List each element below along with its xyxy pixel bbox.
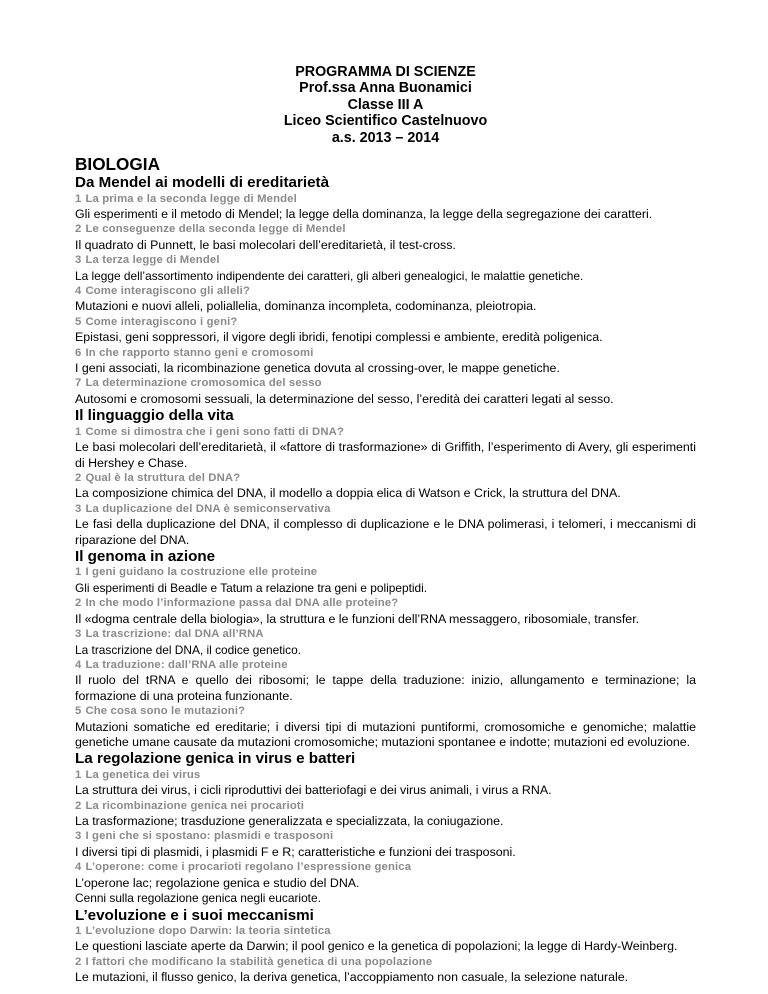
chapter-title: Il linguaggio della vita [75, 407, 234, 425]
topic-label: La prima e la seconda legge di Mendel [85, 192, 297, 205]
chapter-title: Da Mendel ai modelli di ereditarietà [75, 174, 330, 192]
topic-number: 4 [75, 284, 82, 297]
topic-label: Come si dimostra che i geni sono fatti di DNA? [85, 425, 345, 438]
topic-title [75, 860, 696, 875]
topic-description: I diversi tipi di plasmidi, i plasmidi F e R; caratteristiche e funzioni dei trasposoni. [75, 844, 516, 859]
topic-description: Il «dogma centrale della biologia», la struttura e le funzioni dell’RNA messaggero, ribosomiale, transfer. [75, 611, 640, 626]
topic-title [75, 425, 696, 440]
topic-description: Epistasi, geni soppressori, il vigore degli ibridi, fenotipi complessi e ambiente, eredità poligenica. [75, 330, 603, 345]
chapter-title: La regolazione genica in virus e batteri [75, 750, 356, 768]
topic-label: Le conseguenze della seconda legge di Mendel [85, 223, 346, 236]
topic-label: L’operone: come i procarioti regolano l’espressione genica [85, 861, 412, 874]
topic-description: Gli esperimenti di Beadle e Tatum a relazione tra geni e polipeptidi. [75, 580, 428, 595]
topic-title [75, 565, 696, 580]
chapter-title: L’evoluzione e i suoi meccanismi [75, 906, 314, 924]
topic-description: La trascrizione del DNA, il codice genetico. [75, 642, 302, 657]
topic-label: La determinazione cromosomica del sesso [85, 377, 322, 390]
document-header [75, 64, 696, 146]
topic-description: La composizione chimica del DNA, il modello a doppia elica di Watson e Crick, la struttura del DNA. [75, 486, 621, 501]
topic-label: La genetica dei virus [85, 768, 201, 781]
topic-number: 1 [75, 192, 82, 205]
topic-description: Le questioni lasciate aperte da Darwin; il pool genico e la genetica di popolazioni; la legge di Hardy-Weinberg. [75, 939, 678, 954]
topic-title [75, 502, 696, 517]
topic-title [75, 924, 696, 939]
topic-title [75, 955, 696, 970]
topic-number: 5 [75, 705, 82, 718]
topic-number: 2 [75, 597, 82, 610]
topic-title [75, 596, 696, 611]
topic-number: 5 [75, 315, 82, 328]
topic-number: 2 [75, 955, 82, 968]
topic-label: Come interagiscono i geni? [85, 315, 238, 328]
topic-title [75, 222, 696, 237]
topic-description: La trasformazione; trasduzione generalizzata e specializzata, la coniugazione. [75, 814, 504, 829]
topic-label: Come interagiscono gli alleli? [85, 284, 251, 297]
topic-title [75, 704, 696, 719]
topic-title [75, 192, 696, 207]
topic-label: Che cosa sono le mutazioni? [85, 705, 246, 718]
topic-description: Mutazioni somatiche ed ereditarie; i diversi tipi di mutazioni puntiformi, cromosomiche e genomiche; malattie genetiche umane causate da mutazioni cromosomiche; mutazioni spontanee e indotte; mutazioni ed evoluzione. [75, 719, 696, 749]
topic-description: Autosomi e cromosomi sessuali, la determinazione del sesso, l’eredità dei caratteri legati al sesso. [75, 391, 614, 406]
topic-label: La traduzione: dall’RNA alle proteine [85, 658, 288, 671]
topic-description: Le mutazioni, il flusso genico, la deriva genetica, l’accoppiamento non casuale, la selezione naturale. [75, 970, 629, 985]
topic-title [75, 376, 696, 391]
topic-title [75, 829, 696, 844]
topic-title [75, 799, 696, 814]
school-name: Liceo Scientifico Castelnuovo [283, 113, 488, 130]
topic-label: La terza legge di Mendel [85, 254, 220, 267]
topic-number: 2 [75, 223, 82, 236]
topic-number: 3 [75, 628, 82, 641]
topic-title [75, 627, 696, 642]
topic-title [75, 471, 696, 486]
class-name: Classe III A [347, 96, 424, 113]
topic-description: La legge dell’assortimento indipendente dei caratteri, gli alberi genealogici, le malattie genetiche. [75, 268, 584, 283]
topic-number: 1 [75, 925, 82, 937]
topic-description-extra: Cenni sulla regolazione genica negli eucariote. [75, 891, 321, 906]
topic-number: 1 [75, 566, 82, 579]
topic-label: I geni che si spostano: plasmidi e trasposoni [85, 830, 334, 843]
topic-label: La duplicazione del DNA è semiconservativa [85, 502, 331, 515]
topic-label: In che rapporto stanno geni e cromosomi [85, 346, 314, 359]
teacher-name: Prof.ssa Anna Buonamici [299, 80, 472, 97]
topic-number: 4 [75, 658, 82, 671]
program-title: PROGRAMMA DI SCIENZE [295, 64, 476, 80]
topic-number: 2 [75, 799, 82, 812]
topic-label: In che modo l’informazione passa dal DNA alle proteine? [85, 597, 399, 610]
topic-title [75, 284, 696, 299]
topic-number: 1 [75, 425, 82, 438]
topic-number: 3 [75, 502, 82, 515]
topic-label: I geni guidano la costruzione elle proteine [85, 566, 318, 579]
topic-label: La trascrizione: dal DNA all’RNA [85, 628, 264, 641]
topic-description: I geni associati, la ricombinazione genetica dovuta al crossing-over, le mappe genetiche. [75, 361, 560, 375]
topic-description: Il quadrato di Punnett, le basi molecolari dell’ereditarietà, il test-cross. [75, 237, 456, 252]
topic-label: I fattori che modificano la stabilità genetica di una popolazione [85, 955, 433, 968]
topic-number: 3 [75, 830, 82, 843]
topic-number: 1 [75, 768, 82, 781]
topic-number: 3 [75, 254, 82, 267]
topic-number: 7 [75, 377, 82, 390]
topic-description: La struttura dei virus, i cicli riproduttivi dei batteriofagi e dei virus animali, i virus a RNA. [75, 783, 552, 798]
document-page [75, 64, 696, 986]
topic-number: 2 [75, 471, 82, 484]
topic-number: 4 [75, 861, 82, 874]
topic-label: La ricombinazione genica nei procarioti [85, 799, 305, 812]
topic-label: Qual è la struttura del DNA? [85, 471, 241, 484]
subject-heading: BIOLOGIA [75, 154, 160, 175]
topic-description: Gli esperimenti e il metodo di Mendel; la legge della dominanza, la legge della segregazione dei caratteri. [75, 206, 653, 221]
topic-description: Mutazioni e nuovi alleli, poliallelia, dominanza incompleta, codominanza, pleiotropia. [75, 299, 537, 314]
school-year: a.s. 2013 – 2014 [331, 129, 440, 146]
topic-description: Il ruolo del tRNA e quello dei ribosomi; le tappe della traduzione: inizio, allungamento e terminazione; la formazione di una proteina funzionante. [75, 673, 696, 703]
chapter-title: Il genoma in azione [75, 547, 216, 565]
topic-title [75, 253, 696, 268]
topic-title [75, 315, 696, 330]
topic-description: L’operone lac; regolazione genica e studio del DNA. [75, 875, 360, 890]
topic-title [75, 346, 696, 361]
topic-title [75, 768, 696, 783]
topic-title [75, 658, 696, 673]
topic-number: 6 [75, 346, 82, 359]
topic-description: Le basi molecolari dell’ereditarietà, il «fattore di trasformazione» di Griffith, l’esperimento di Avery, gli esperimenti di Hershey e Chase. [75, 440, 696, 470]
topic-description: Le fasi della duplicazione del DNA, il complesso di duplicazione e le DNA polimerasi, i telomeri, i meccanismi di riparazione del DNA. [75, 517, 696, 547]
topic-label: L’evoluzione dopo Darwin: la teoria sintetica [85, 925, 331, 937]
